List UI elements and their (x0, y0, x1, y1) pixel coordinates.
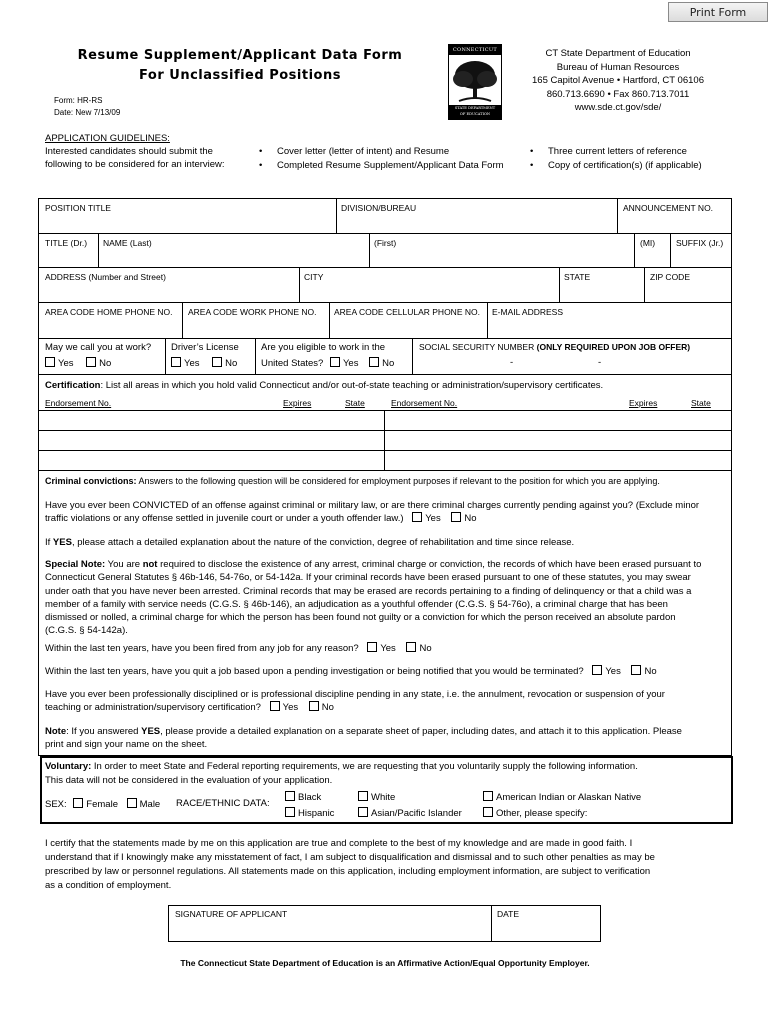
sex-options (45, 798, 160, 810)
last-name-input[interactable] (103, 250, 365, 265)
american-indian-checkbox[interactable] (483, 791, 493, 801)
ssn-dash: - (598, 357, 602, 368)
address-input[interactable] (44, 284, 294, 299)
expires-header-1: Expires (283, 398, 312, 408)
certification-row-input[interactable] (40, 451, 382, 469)
certification-row-input[interactable] (386, 451, 730, 469)
announcement-label: ANNOUNCEMENT NO. (623, 203, 714, 213)
option-label: Yes (380, 643, 396, 654)
option-label: Male (139, 799, 161, 810)
form-title-line1: Resume Supplement/Applicant Data Form (77, 48, 403, 63)
quit-no-checkbox[interactable] (631, 665, 641, 675)
guideline-item: • Copy of certification(s) (if applicable) (548, 159, 702, 173)
disciplined-yes-checkbox[interactable] (270, 701, 280, 711)
signature-label: SIGNATURE OF APPLICANT (175, 909, 288, 919)
male-checkbox[interactable] (127, 798, 137, 808)
eligible-yes-checkbox[interactable] (330, 357, 340, 367)
option-label: No (419, 643, 432, 654)
race-asian: Asian/Pacific Islander (358, 807, 462, 819)
tree-icon (449, 55, 501, 107)
name-last-label: NAME (Last) (103, 238, 152, 248)
signature-input[interactable] (174, 921, 486, 939)
certification-row-input[interactable] (40, 411, 382, 429)
cell-phone-input[interactable] (334, 319, 483, 335)
criminal-question-1: Have you ever been CONVICTED of an offense against criminal or military law, or are there criminal charges currently pending against you? (Exclude minor traffic violations or any offense settled in juvenile court or under a youth offender law.) Yes No (45, 500, 700, 525)
guidelines-list-1 (277, 145, 504, 172)
option-label: Yes (425, 513, 441, 525)
drivers-license-yes-checkbox[interactable] (171, 357, 181, 367)
hispanic-checkbox[interactable] (285, 807, 295, 817)
org-contact-info (520, 47, 716, 115)
criminal-question-2: Within the last ten years, have you been fired from any job for any reason? Yes No (45, 643, 432, 654)
eligible-label-1: Are you eligible to work in the (261, 342, 386, 353)
email-input[interactable] (492, 319, 728, 335)
state-header-2: State (691, 398, 711, 408)
logo-bottom-text: STATE DEPARTMENT OF EDUCATION (449, 105, 501, 119)
division-input[interactable] (340, 214, 613, 230)
state-label: STATE (564, 272, 591, 282)
option-label: No (321, 702, 334, 714)
cell-phone-label: AREA CODE CELLULAR PHONE NO. (334, 307, 480, 317)
announcement-input[interactable] (621, 214, 729, 230)
state-header-1: State (345, 398, 365, 408)
option-label: Yes (58, 358, 74, 369)
guidelines-intro-1: Interested candidates should submit the (45, 146, 213, 157)
race-black: Black (285, 791, 321, 803)
white-checkbox[interactable] (358, 791, 368, 801)
work-phone-label: AREA CODE WORK PHONE NO. (188, 307, 317, 317)
equal-opportunity-footer: The Connecticut State Department of Education is an Affirmative Action/Equal Opportunity Employer. (180, 958, 590, 968)
quit-yes-checkbox[interactable] (592, 665, 602, 675)
org-phone: 860.713.6690 • Fax 860.713.7011 (546, 88, 690, 100)
option-label: No (382, 358, 395, 369)
email-label: E-MAIL ADDRESS (492, 307, 564, 317)
drivers-license-label: Driver’s License (171, 342, 239, 353)
endorsement-header-2: Endorsement No. (391, 398, 458, 408)
division-label: DIVISION/BUREAU (341, 203, 417, 213)
option-label: No (464, 513, 477, 525)
option-label: Yes (605, 666, 621, 677)
call-at-work-label: May we call you at work? (45, 342, 152, 353)
position-title-label: POSITION TITLE (45, 203, 111, 213)
date-label: DATE (497, 909, 520, 919)
ct-education-logo (448, 44, 502, 120)
sex-label: SEX: (45, 799, 67, 810)
option-label: No (225, 358, 238, 369)
other-checkbox[interactable] (483, 807, 493, 817)
work-phone-input[interactable] (187, 319, 325, 335)
option-label: Yes (282, 702, 299, 714)
option-label: No (644, 666, 657, 677)
drivers-license-no-checkbox[interactable] (212, 357, 222, 367)
race-other: Other, please specify: (483, 807, 587, 819)
first-name-input[interactable] (374, 250, 630, 265)
first-name-label: (First) (374, 238, 397, 248)
guidelines-intro-2: following to be considered for an interview: (45, 159, 225, 170)
suffix-label: SUFFIX (Jr.) (676, 238, 724, 248)
print-form-button[interactable]: Print Form (668, 2, 768, 22)
eligible-no-checkbox[interactable] (369, 357, 379, 367)
race-hispanic: Hispanic (285, 807, 334, 819)
race-white: White (358, 791, 395, 803)
certification-row-input[interactable] (40, 431, 382, 449)
city-label: CITY (304, 272, 324, 282)
guidelines-heading: APPLICATION GUIDELINES: (45, 133, 170, 144)
zip-label: ZIP CODE (650, 272, 690, 282)
call-at-work-yes-checkbox[interactable] (45, 357, 55, 367)
race-american-indian: American Indian or Alaskan Native (483, 791, 641, 803)
other-specify-input[interactable] (595, 806, 727, 820)
criminal-question-3: Within the last ten years, have you quit a job based upon a pending investigation or being notified that you would be terminated? Yes No (45, 666, 657, 677)
logo-top-text: CONNECTICUT (449, 45, 501, 55)
certification-heading: Certification: List all areas in which you hold valid Connecticut and/or out-of-state teaching or administration/supervisory certificates. (45, 380, 604, 391)
guidelines-list-2 (548, 145, 702, 172)
drivers-license-options (171, 357, 237, 369)
city-input[interactable] (304, 284, 554, 299)
ssn-input[interactable] (420, 354, 726, 370)
ssn-dash: - (510, 357, 514, 368)
ssn-note: (ONLY REQUIRED UPON JOB OFFER) (536, 342, 691, 352)
eligible-options (261, 357, 394, 369)
mi-label: (MI) (640, 238, 656, 248)
convicted-no-checkbox[interactable] (451, 512, 461, 522)
disciplined-no-checkbox[interactable] (309, 701, 319, 711)
form-title-line2: For Unclassified Positions (139, 68, 341, 83)
guidelines (45, 132, 225, 171)
position-title-input[interactable] (44, 214, 332, 230)
ssn-label: SOCIAL SECURITY NUMBER (ONLY REQUIRED UPON JOB OFFER) (419, 342, 691, 352)
org-website: www.sde.ct.gov/sde/ (574, 102, 662, 113)
fired-no-checkbox[interactable] (406, 642, 416, 652)
org-bureau: Bureau of Human Resources (556, 61, 680, 73)
call-at-work-options (45, 357, 111, 369)
if-yes-instruction: If YES, please attach a detailed explanation about the nature of the conviction, degree of rehabilitation and time since release. (45, 537, 575, 548)
form-date: Date: New 7/13/09 (54, 108, 121, 117)
guideline-item: • Three current letters of reference (548, 145, 702, 159)
certification-row-input[interactable] (386, 431, 730, 449)
option-label: Yes (342, 358, 359, 369)
address-label: ADDRESS (Number and Street) (45, 272, 166, 282)
female-checkbox[interactable] (73, 798, 83, 808)
home-phone-label: AREA CODE HOME PHONE NO. (45, 307, 173, 317)
call-at-work-no-checkbox[interactable] (86, 357, 96, 367)
option-label: Female (86, 799, 118, 810)
criminal-question-4: Have you ever been professionally disciplined or is professional discipline pending in any state, i.e. the annulment, revocation or suspension of your teaching or administration/supervisory certification? Yes No (45, 689, 665, 714)
home-phone-input[interactable] (44, 319, 178, 335)
criminal-heading: Criminal convictions: Answers to the following question will be considered for employment purposes if relevant to the position for which you are applying. (45, 476, 660, 486)
date-input[interactable] (496, 921, 596, 939)
guideline-item: • Completed Resume Supplement/Applicant Data Form (277, 159, 504, 173)
voluntary-text: Voluntary: In order to meet State and Federal reporting requirements, we are requesting that you voluntarily supply the following information. This data will not be considered in the evaluation of your application. (45, 761, 638, 786)
option-label: No (99, 358, 112, 369)
certification-statement: I certify that the statements made by me on this application are true and complete to the best of my knowledge and are made in good faith. I understand that if I knowingly make any misstatement of fact, I am subject to disqualification and dismissal and to such other penalties as may be prescribed by law or personnel regulations. All statements made on this application, including employment information, are subject to verification as a condition of employment. (45, 838, 655, 891)
special-note: Special Note: You are not required to disclose the existence of any arrest, criminal charge or conviction, the records of which have been erased pursuant to Connecticut General Statutes § 46b-146, 54-76o, or 54-142a. If your criminal records have been erased pursuant to one of these statutes, you may swear under oath that you have never been arrested. Criminal records that may be erased are records pertaining to a finding of delinquency or that a child was a member of a family with service needs (C.G.S. § 46b-146), an adjudication as a youthful offender (C.G.S. § 54-76o), a criminal charge that has been dismissed or nolled, a criminal charge for which the person has been found not guilty or a conviction for which the person received an absolute pardon (C.G.S. § 54-142a). (45, 559, 702, 637)
form-number: Form: HR-RS (54, 96, 103, 105)
title-dr-label: TITLE (Dr.) (45, 238, 88, 248)
black-checkbox[interactable] (285, 791, 295, 801)
org-address: 165 Capitol Avenue • Hartford, CT 06106 (532, 75, 704, 86)
race-label: RACE/ETHNIC DATA: (176, 798, 270, 809)
expires-header-2: Expires (629, 398, 658, 408)
fired-yes-checkbox[interactable] (367, 642, 377, 652)
option-label: Yes (184, 358, 200, 369)
note-instruction: Note: If you answered YES, please provide a detailed explanation on a separate sheet of paper, including dates, and attach it to this application. Please print and sign your name on the sheet. (45, 726, 682, 751)
certification-row-input[interactable] (386, 411, 730, 429)
endorsement-header-1: Endorsement No. (45, 398, 112, 408)
convicted-yes-checkbox[interactable] (412, 512, 422, 522)
guideline-item: • Cover letter (letter of intent) and Resume (277, 145, 504, 159)
asian-checkbox[interactable] (358, 807, 368, 817)
org-name: CT State Department of Education (545, 48, 691, 59)
eligible-label-2: United States? (261, 358, 324, 369)
